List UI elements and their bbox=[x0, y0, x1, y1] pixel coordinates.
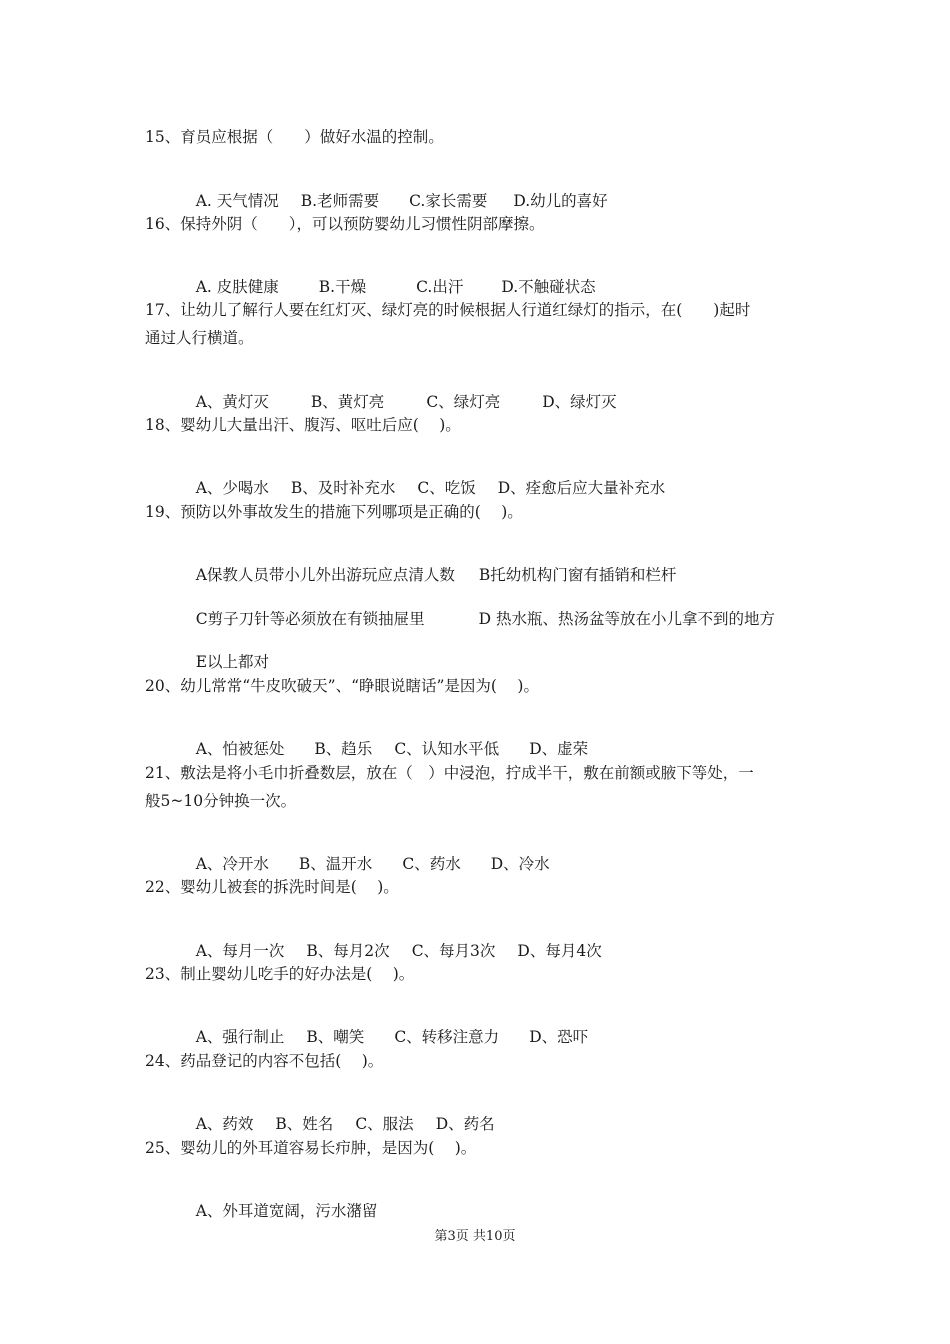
option-c: C、每月3次 bbox=[411, 942, 496, 960]
option-b: B、黄灯亮 bbox=[310, 393, 385, 411]
option-b: B.干燥 bbox=[318, 278, 367, 296]
question-23: 23、制止婴幼儿吃手的好办法是( )。 bbox=[145, 965, 415, 983]
option-b: B、嘲笑 bbox=[306, 1028, 365, 1046]
option-d: D 热水瓶、热汤盆等放在小儿拿不到的地方 bbox=[478, 610, 775, 628]
option-a: A、药效 bbox=[195, 1115, 254, 1133]
question-20: 20、幼儿常常“牛皮吹破天”、“睁眼说瞎话”是因为( )。 bbox=[145, 677, 539, 695]
question-21-cont: 般5~10分钟换一次。 bbox=[145, 792, 297, 810]
option-c: C、吃饭 bbox=[417, 479, 476, 497]
option-b: B、姓名 bbox=[275, 1115, 334, 1133]
question-15: 15、育员应根据（ ）做好水温的控制。 bbox=[145, 128, 444, 146]
option-c: C.家长需要 bbox=[409, 192, 488, 210]
option-c: C剪子刀针等必须放在有锁抽屉里 bbox=[195, 610, 425, 628]
option-d: D.幼儿的喜好 bbox=[513, 192, 608, 210]
option-a: A、外耳道宽阔，污水潴留 bbox=[195, 1202, 378, 1220]
option-b: B、及时补充水 bbox=[290, 479, 396, 497]
option-a: A. 皮肤健康 bbox=[195, 278, 279, 296]
question-17: 17、让幼儿了解行人要在红灯灭、绿灯亮的时候根据人行道红绿灯的指示，在( )起时 bbox=[145, 301, 751, 319]
option-a: A保教人员带小儿外出游玩应点清人数 bbox=[195, 566, 455, 584]
option-d: D、药名 bbox=[435, 1115, 495, 1133]
option-b: B托幼机构门窗有插销和栏杆 bbox=[478, 566, 677, 584]
option-b: B、每月2次 bbox=[306, 942, 390, 960]
option-b: B.老师需要 bbox=[300, 192, 380, 210]
option-a: A、每月一次 bbox=[195, 942, 285, 960]
option-c: C.出汗 bbox=[416, 278, 464, 296]
option-a: A、冷开水 bbox=[195, 855, 269, 873]
option-c: C、绿灯亮 bbox=[426, 393, 501, 411]
question-16: 16、保持外阴（ ），可以预防婴幼儿习惯性阴部摩擦。 bbox=[145, 215, 545, 233]
question-17-cont: 通过人行横道。 bbox=[145, 329, 254, 347]
option-d: D、虚荣 bbox=[529, 740, 589, 758]
question-18: 18、婴幼儿大量出汗、腹泻、呕吐后应( )。 bbox=[145, 416, 461, 434]
option-d: D、每月4次 bbox=[517, 942, 602, 960]
option-c: C、认知水平低 bbox=[394, 740, 500, 758]
option-d: D、恐吓 bbox=[529, 1028, 589, 1046]
option-a: A、怕被惩处 bbox=[195, 740, 285, 758]
option-d: D.不触碰状态 bbox=[501, 278, 596, 296]
option-e: E以上都对 bbox=[195, 653, 270, 671]
option-d: D、冷水 bbox=[490, 855, 550, 873]
option-c: C、转移注意力 bbox=[394, 1028, 500, 1046]
option-b: B、趋乐 bbox=[314, 740, 373, 758]
option-a: A、黄灯灭 bbox=[195, 393, 269, 411]
option-c: C、药水 bbox=[402, 855, 461, 873]
question-21: 21、敷法是将小毛巾折叠数层，放在（ ）中浸泡，拧成半干，敷在前额或腋下等处，一 bbox=[145, 764, 754, 782]
option-b: B、温开水 bbox=[298, 855, 373, 873]
option-c: C、服法 bbox=[355, 1115, 414, 1133]
question-24: 24、药品登记的内容不包括( )。 bbox=[145, 1052, 384, 1070]
option-d: D、痊愈后应大量补充水 bbox=[497, 479, 666, 497]
question-19: 19、预防以外事故发生的措施下列哪项是正确的( )。 bbox=[145, 503, 523, 521]
page-footer: 第3页 共10页 bbox=[434, 1229, 516, 1244]
question-22: 22、婴幼儿被套的拆洗时间是( )。 bbox=[145, 878, 399, 896]
question-25: 25、婴幼儿的外耳道容易长疖肿，是因为( )。 bbox=[145, 1139, 477, 1157]
option-d: D、绿灯灭 bbox=[542, 393, 617, 411]
option-a: A. 天气情况 bbox=[195, 192, 279, 210]
option-a: A、强行制止 bbox=[195, 1028, 285, 1046]
option-a: A、少喝水 bbox=[195, 479, 269, 497]
